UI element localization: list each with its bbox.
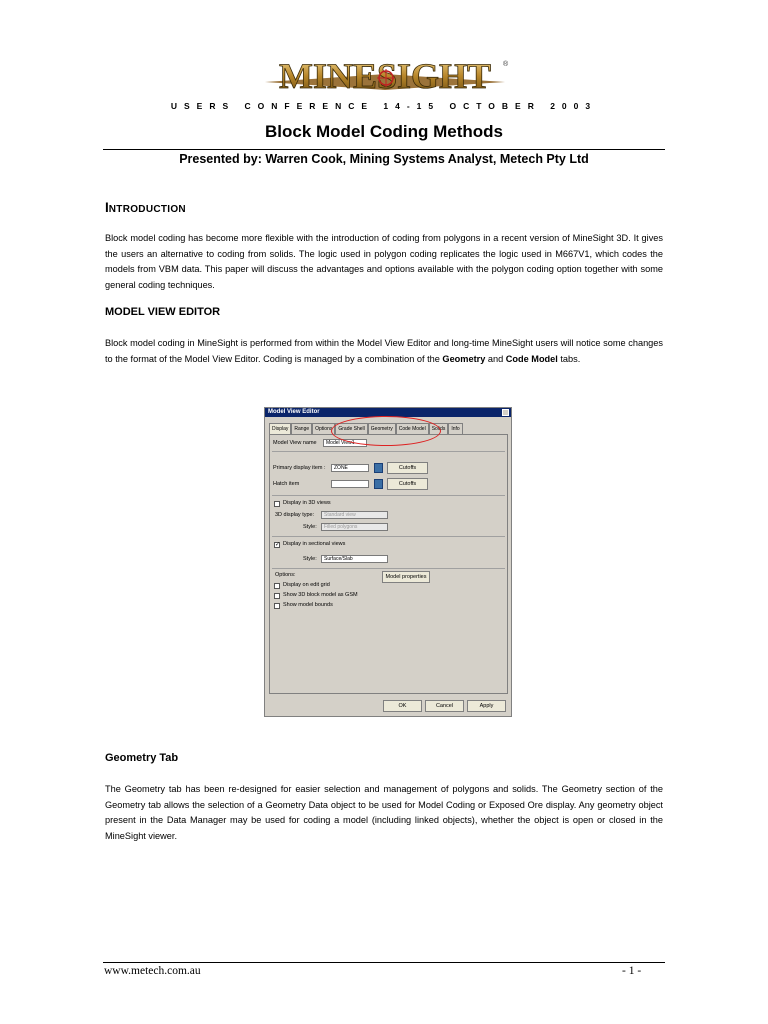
tab-code-model[interactable]: Code Model	[396, 423, 429, 434]
presenter-line: Presented by: Warren Cook, Mining Systems Analyst, Metech Pty Ltd	[179, 152, 589, 166]
display-type-label: 3D display type:	[275, 512, 315, 518]
geometry-tab-heading: Geometry Tab	[105, 752, 179, 764]
style-label: Style:	[303, 524, 317, 530]
logo-text: MINESIGHT	[278, 56, 492, 96]
option-checkbox[interactable]	[274, 593, 280, 599]
primary-display-label: Primary display item :	[273, 465, 326, 471]
minesight-logo	[257, 52, 513, 100]
title-rule	[103, 149, 665, 150]
footer-url: www.metech.com.au	[104, 965, 201, 977]
display-type-select[interactable]: Standard view	[321, 511, 388, 519]
close-icon[interactable]	[502, 409, 509, 416]
option-label: Show 3D block model as GSM	[283, 592, 358, 598]
cutoffs-button[interactable]: Cutoffs	[387, 462, 428, 474]
tab-options[interactable]: Options	[312, 423, 335, 434]
tab-info[interactable]: Info	[448, 423, 462, 434]
display-3d-checkbox[interactable]	[274, 501, 280, 507]
tab-display[interactable]: Display	[269, 423, 291, 434]
hatch-item-label: Hatch item	[273, 481, 300, 487]
cutoffs-button-2[interactable]: Cutoffs	[387, 478, 428, 490]
footer-rule	[103, 962, 665, 963]
introduction-heading: INTRODUCTION	[105, 200, 186, 215]
model-properties-button[interactable]: Model properties	[382, 571, 430, 583]
hatch-item-field[interactable]	[331, 480, 369, 488]
tab-solids[interactable]: Solids	[429, 423, 449, 434]
ok-button[interactable]: OK	[383, 700, 422, 712]
highlight-oval	[331, 416, 441, 446]
option-label: Show model bounds	[283, 602, 333, 608]
option-checkbox[interactable]	[274, 583, 280, 589]
model-view-editor-paragraph: Block model coding in MineSight is performed from within the Model View Editor and long-time MineSight users will notice some changes to the format of the Model View Editor. Coding is managed by a combination of the Geometry and Code Model tabs.	[105, 338, 663, 364]
page-number: - 1 -	[622, 965, 642, 977]
style-select[interactable]: Surface/Slab	[321, 555, 388, 563]
model-view-name-field[interactable]: Model View1	[323, 439, 367, 447]
page-title: Block Model Coding Methods	[265, 122, 503, 141]
svg-text:®: ®	[503, 61, 509, 68]
display-3d-label: Display in 3D views	[283, 500, 331, 506]
apply-button[interactable]: Apply	[467, 700, 506, 712]
tab-range[interactable]: Range	[291, 423, 312, 434]
style-label-2: Style:	[303, 556, 317, 562]
dialog-titlebar: Model View Editor	[265, 408, 511, 417]
display-sectional-checkbox[interactable]: ✓	[275, 542, 281, 548]
tab-grade-shell[interactable]: Grade Shell	[335, 423, 367, 434]
options-label: Options:	[275, 572, 296, 578]
option-checkbox[interactable]	[274, 603, 280, 609]
item-picker-icon[interactable]	[374, 463, 383, 473]
primary-display-field[interactable]: ZONE	[331, 464, 369, 472]
item-picker-icon[interactable]	[374, 479, 383, 489]
model-view-name-label: Model View name	[273, 440, 317, 446]
option-label: Display on edit grid	[283, 582, 330, 588]
model-view-editor-screenshot	[264, 407, 512, 717]
conference-line: USERS CONFERENCE 14-15 OCTOBER 2003	[170, 101, 598, 111]
geometry-tab-paragraph: The Geometry tab has been re-designed for easier selection and management of polygons and solids. The Geometry section of the Geometry tab allows the selection of a Geometry Data object to be used for Model Coding or Exposed Ore display. Any geometry object present in the Data Manager may be used for coding a model (including linked objects), whether the object is open or closed in the MineSight viewer.	[105, 784, 663, 841]
display-tab-panel	[269, 434, 508, 694]
style-select-disabled[interactable]: Filled polygons	[321, 523, 388, 531]
cancel-button[interactable]: Cancel	[425, 700, 464, 712]
display-sectional-label: Display in sectional views	[283, 541, 346, 547]
introduction-paragraph: Block model coding has become more flexible with the introduction of coding from polygons in a recent version of MineSight 3D. It gives the users an alternative to coding from solids. The logic used in polygon coding replicates the logic used in M667V1, which codes the models from VBM data. This paper will discuss the advantages and options available with the polygon coding option together with some general coding techniques.	[105, 233, 663, 290]
model-view-editor-heading: MODEL VIEW EDITOR	[105, 306, 221, 318]
tab-geometry[interactable]: Geometry	[368, 423, 396, 434]
